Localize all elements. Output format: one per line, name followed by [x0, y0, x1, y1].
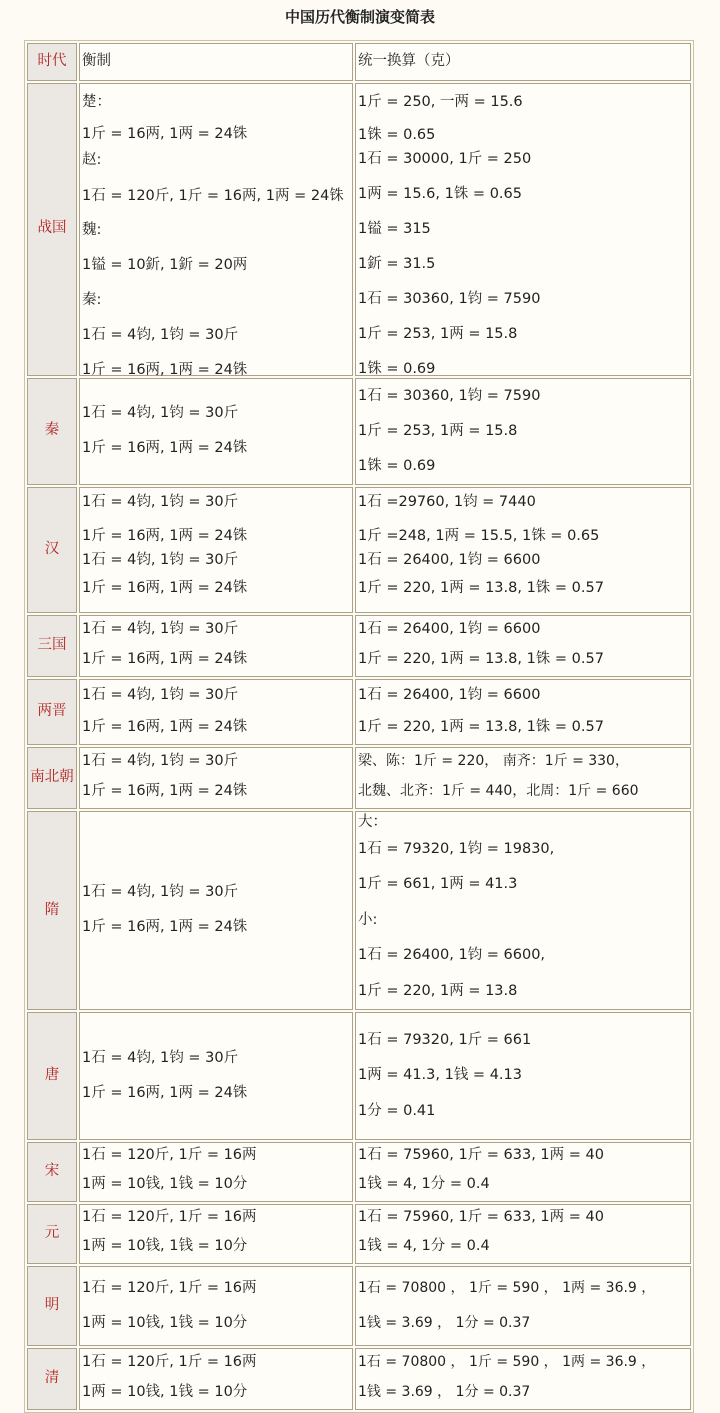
text-line: 大： — [358, 813, 387, 830]
text-line: 1斤 = 16两, 1两 = 24铢 — [82, 718, 248, 735]
conversion-cell — [355, 1204, 691, 1264]
text-line: 1铢 = 0.65 — [358, 127, 436, 143]
conversion-cell — [355, 615, 691, 677]
era-cell: 唐 — [27, 1012, 77, 1140]
text-line: 1钱 = 3.69 ， 1分 = 0.37 — [358, 1384, 531, 1400]
text-line: 1石 = 26400, 1钧 = 6600 — [358, 686, 541, 703]
text-line: 1斤 = 250, 一两 = 15.6 — [358, 94, 523, 110]
era-cell: 宋 — [27, 1142, 77, 1202]
conversion-cell — [355, 747, 691, 809]
text-line: 1斤 = 220, 1两 = 13.8, 1铢 = 0.57 — [358, 718, 604, 735]
text-line: 1石 = 30000, 1斤 = 250 — [358, 151, 532, 167]
table-row — [27, 1266, 691, 1346]
table-row — [27, 747, 691, 809]
system-cell — [79, 679, 353, 745]
page-title: 中国历代衡制演变简表 — [284, 8, 435, 26]
table-row — [27, 679, 691, 745]
text-line: 1两 = 10钱, 1钱 = 10分 — [82, 1238, 248, 1254]
text-line: 1铢 = 0.69 — [358, 361, 436, 377]
text-line: 1斤 = 220, 1两 = 13.8, 1铢 = 0.57 — [358, 579, 604, 596]
text-line: 赵: — [82, 151, 102, 168]
text-line: 1石 = 4钧, 1钧 = 30斤 — [82, 620, 239, 637]
text-line: 1斤 = 16两, 1两 = 24铢 — [82, 361, 248, 378]
table-row — [27, 1012, 691, 1140]
conversion-cell — [355, 378, 691, 485]
text-line: 楚： — [82, 93, 111, 110]
text-line: 1石 = 120斤, 1斤 = 16两, 1两 = 24铢 — [82, 187, 344, 204]
text-line: 小: — [358, 911, 378, 928]
text-line: 1斤 = 253, 1两 = 15.8 — [358, 326, 518, 342]
conversion-cell — [355, 83, 691, 376]
conversion-cell — [355, 811, 691, 1011]
text-line: 1两 = 10钱, 1钱 = 10分 — [82, 1384, 248, 1400]
conversion-cell — [355, 1348, 691, 1410]
system-cell — [79, 1348, 353, 1410]
text-line: 1斤 =248, 1两 = 15.5, 1铢 = 0.65 — [358, 527, 600, 544]
era-cell: 元 — [27, 1204, 77, 1264]
text-line: 1石 = 4钧, 1钧 = 30斤 — [82, 551, 239, 568]
text-line: 1釿 = 31.5 — [358, 256, 436, 272]
text-line: 1镒 = 315 — [358, 221, 431, 237]
text-line: 1铢 = 0.69 — [358, 457, 436, 474]
text-line: 1分 = 0.41 — [358, 1102, 436, 1119]
text-line: 1斤 = 220, 1两 = 13.8 — [358, 982, 518, 999]
header-row — [27, 43, 691, 81]
text-line: 1石 = 4钧, 1钧 = 30斤 — [82, 1049, 239, 1066]
text-line: 1石 = 75960, 1斤 = 633, 1两 = 40 — [358, 1147, 604, 1163]
text-line: 1两 = 10钱, 1钱 = 10分 — [82, 1176, 248, 1192]
table-row — [27, 615, 691, 677]
system-cell — [79, 811, 353, 1011]
text-line: 1两 = 10钱, 1钱 = 10分 — [82, 1315, 248, 1331]
text-line: 1石 = 120斤, 1斤 = 16两 — [82, 1147, 257, 1163]
era-cell: 两晋 — [27, 679, 77, 745]
table-row — [27, 487, 691, 613]
text-line: 1斤 = 220, 1两 = 13.8, 1铢 = 0.57 — [358, 650, 604, 667]
table-row — [27, 1348, 691, 1410]
text-line: 1镒 = 10釿, 1釿 = 20两 — [82, 256, 248, 273]
table-row — [27, 1204, 691, 1264]
text-line: 1石 = 120斤, 1斤 = 16两 — [82, 1354, 257, 1370]
text-line: 秦: — [82, 291, 102, 308]
text-line: 1石 =29760, 1钧 = 7440 — [358, 493, 536, 510]
text-line: 1斤 = 16两, 1两 = 24铢 — [82, 527, 248, 544]
conversion-cell — [355, 1266, 691, 1346]
text-line: 1石 = 75960, 1斤 = 633, 1两 = 40 — [358, 1209, 604, 1225]
era-cell: 战国 — [27, 83, 77, 376]
system-cell — [79, 1142, 353, 1202]
system-cell — [79, 1266, 353, 1346]
era-cell: 清 — [27, 1348, 77, 1410]
header-system: 衡制 — [79, 43, 353, 81]
text-line: 1斤 = 16两, 1两 = 24铢 — [82, 782, 248, 799]
text-line: 1石 = 4钧, 1钧 = 30斤 — [82, 686, 239, 703]
text-line: 梁、陈：1斤 = 220， 南齐：1斤 = 330， — [358, 752, 629, 769]
text-line: 1石 = 30360, 1钧 = 7590 — [358, 291, 541, 307]
text-line: 1斤 = 16两, 1两 = 24铢 — [82, 579, 248, 596]
table-row — [27, 378, 691, 485]
text-line: 1石 = 26400, 1钧 = 6600 — [358, 551, 541, 568]
text-line: 1斤 = 16两, 1两 = 24铢 — [82, 650, 248, 667]
system-cell — [79, 83, 353, 376]
era-cell: 三国 — [27, 615, 77, 677]
text-line: 北魏、北齐：1斤 = 440，北周：1斤 = 660 — [358, 782, 639, 799]
era-cell: 南北朝 — [27, 747, 77, 809]
text-line: 1钱 = 3.69 ， 1分 = 0.37 — [358, 1315, 531, 1331]
text-line: 1石 = 4钧, 1钧 = 30斤 — [82, 326, 239, 343]
system-cell — [79, 1012, 353, 1140]
conversion-cell — [355, 1012, 691, 1140]
text-line: 1石 = 4钧, 1钧 = 30斤 — [82, 883, 239, 900]
text-line: 1石 = 4钧, 1钧 = 30斤 — [82, 752, 239, 769]
text-line: 1斤 = 16两, 1两 = 24铢 — [82, 440, 248, 456]
text-line: 1两 = 41.3, 1钱 = 4.13 — [358, 1067, 522, 1084]
text-line: 1斤 = 16两, 1两 = 24铢 — [82, 1085, 248, 1101]
header-conversion: 统一换算（克） — [355, 43, 691, 81]
system-cell — [79, 487, 353, 613]
table-row — [27, 811, 691, 1011]
text-line: 1石 = 120斤, 1斤 = 16两 — [82, 1279, 257, 1296]
text-line: 魏: — [82, 221, 102, 238]
text-line: 1斤 = 253, 1两 = 15.8 — [358, 422, 518, 439]
era-cell: 汉 — [27, 487, 77, 613]
era-cell: 秦 — [27, 378, 77, 485]
text-line: 1钱 = 4, 1分 = 0.4 — [358, 1238, 490, 1254]
text-line: 1石 = 30360, 1钧 = 7590 — [358, 387, 541, 404]
era-cell: 隋 — [27, 811, 77, 1011]
header-era: 时代 — [27, 43, 77, 81]
table-row — [27, 1142, 691, 1202]
system-cell — [79, 1204, 353, 1264]
conversion-cell — [355, 679, 691, 745]
text-line: 1石 = 26400, 1钧 = 6600, — [358, 947, 546, 963]
text-line: 1斤 = 661, 1两 = 41.3 — [358, 876, 518, 892]
era-cell: 明 — [27, 1266, 77, 1346]
text-line: 1石 = 79320, 1钧 = 19830, — [358, 840, 555, 857]
system-cell — [79, 747, 353, 809]
weights-table — [24, 40, 694, 1413]
system-cell — [79, 615, 353, 677]
text-line: 1石 = 70800 ， 1斤 = 590 ， 1两 = 36.9 ， — [358, 1279, 656, 1296]
text-line: 1石 = 26400, 1钧 = 6600 — [358, 620, 541, 637]
text-line: 1石 = 79320, 1斤 = 661 — [358, 1031, 532, 1048]
text-line: 1两 = 15.6, 1铢 = 0.65 — [358, 186, 522, 202]
conversion-cell — [355, 487, 691, 613]
system-cell — [79, 378, 353, 485]
text-line: 1石 = 70800 ， 1斤 = 590 ， 1两 = 36.9 ， — [358, 1354, 656, 1370]
conversion-cell — [355, 1142, 691, 1202]
text-line: 1石 = 4钧, 1钧 = 30斤 — [82, 493, 239, 510]
text-line: 1石 = 120斤, 1斤 = 16两 — [82, 1209, 257, 1225]
text-line: 1钱 = 4, 1分 = 0.4 — [358, 1176, 490, 1192]
text-line: 1斤 = 16两, 1两 = 24铢 — [82, 125, 248, 142]
text-line: 1石 = 4钧, 1钧 = 30斤 — [82, 404, 239, 421]
text-line: 1斤 = 16两, 1两 = 24铢 — [82, 919, 248, 936]
table-row — [27, 83, 691, 376]
